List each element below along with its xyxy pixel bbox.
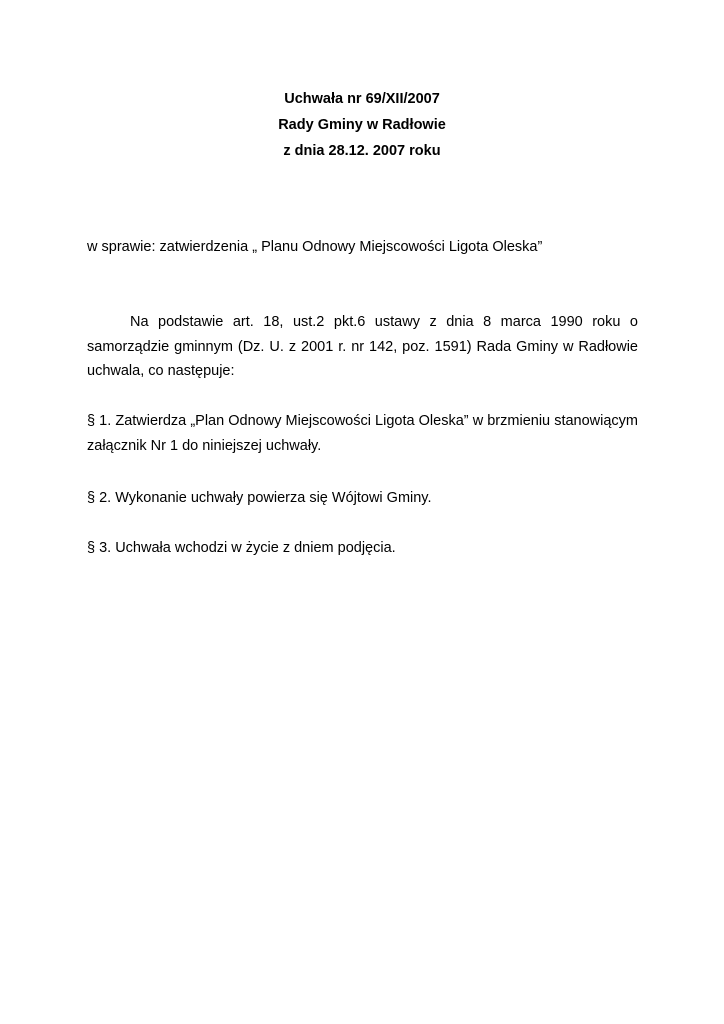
section-2-paragraph: § 2. Wykonanie uchwały powierza się Wójtowi Gminy. xyxy=(87,490,432,506)
resolution-number: Uchwała nr 69/XII/2007 xyxy=(284,91,440,107)
legal-basis-paragraph: Na podstawie art. 18, ust.2 pkt.6 ustawy z dnia 8 marca 1990 roku o samorządzie gminnym (Dz. U. z 2001 r. nr 142, poz. 1591) Rada Gminy w Radłowie uchwala, co następuje: xyxy=(87,314,638,379)
section-1-paragraph: § 1. Zatwierdza „Plan Odnowy Miejscowości Ligota Oleska” w brzmieniu stanowiącym załącznik Nr 1 do niniejszej uchwały. xyxy=(87,413,638,454)
document-title xyxy=(0,86,724,164)
council-name: Rady Gminy w Radłowie xyxy=(278,117,446,133)
resolution-subject: w sprawie: zatwierdzenia „ Planu Odnowy Miejscowości Ligota Oleska” xyxy=(87,239,543,255)
resolution-date: z dnia 28.12. 2007 roku xyxy=(283,143,441,159)
section-3-paragraph: § 3. Uchwała wchodzi w życie z dniem podjęcia. xyxy=(87,540,396,556)
